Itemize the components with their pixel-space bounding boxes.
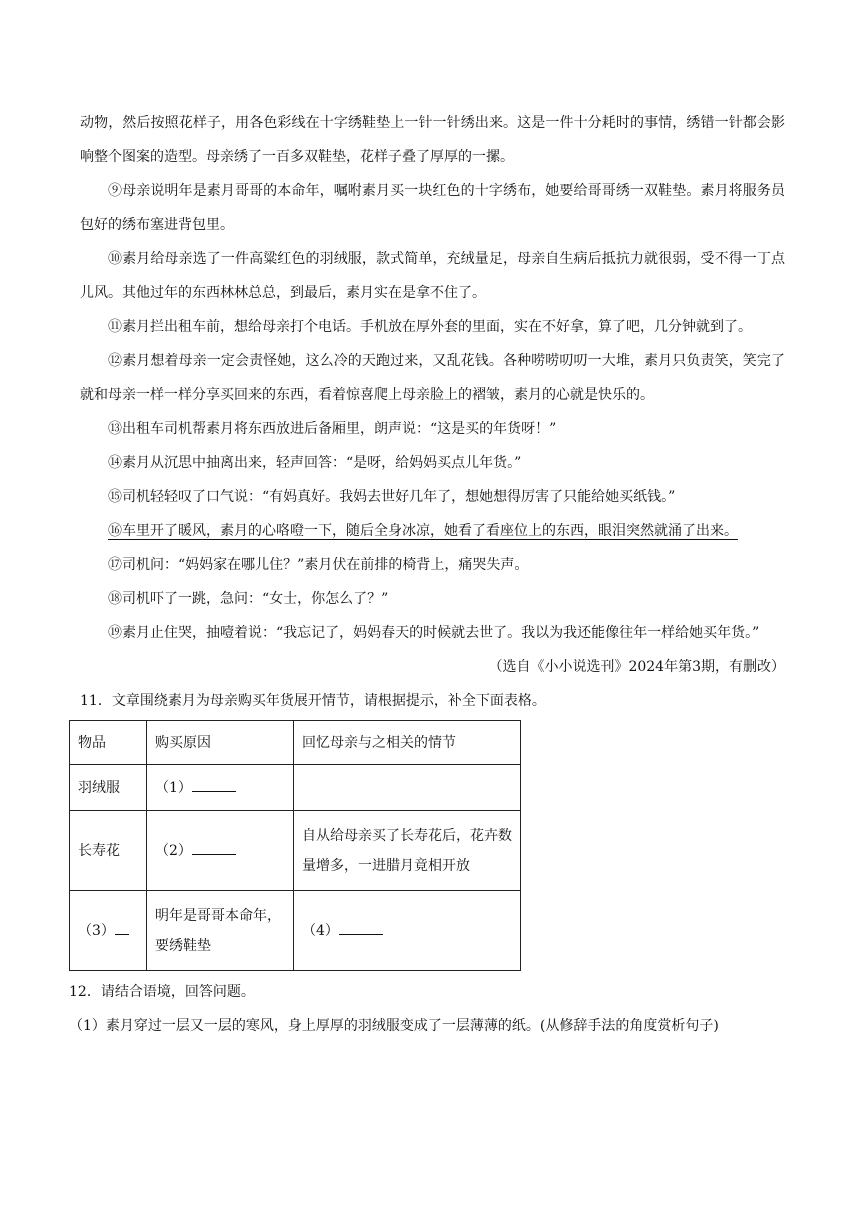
table-header-memory: 回忆母亲与之相关的情节: [294, 721, 521, 765]
table-row: [70, 891, 521, 971]
table-cell-item: [70, 891, 147, 971]
story-paragraph-18: ⑱司机吓了一跳，急问：“女士，你怎么了？”: [108, 591, 389, 607]
story-paragraph-14: ⑭素月从沉思中抽离出来，轻声回答：“是呀，给妈妈买点儿年货。”: [108, 455, 522, 471]
story-paragraph-12: ⑫素月想着母亲一定会责怪她，这么冷的天跑过来，又乱花钱。各种唠唠叨叨一大堆，素月只负责笑，笑完了就和母亲一样一样分享买回来的东西，看着惊喜爬上母亲脸上的褶皱，素月的心就是快乐的。: [80, 353, 785, 403]
table-cell-reason: 明年是哥哥本命年，要绣鞋垫: [147, 891, 294, 971]
answer-blank[interactable]: [192, 777, 236, 792]
table-cell-memory: 自从给母亲买了长寿花后，花卉数量增多，一进腊月竟相开放: [294, 811, 521, 891]
table-cell-reason: [147, 811, 294, 891]
table-row: [70, 811, 521, 891]
table-header-item: 物品: [70, 721, 147, 765]
story-paragraph-10: ⑩素月给母亲选了一件高粱红色的羽绒服，款式简单，充绒量足，母亲自生病后抵抗力就很弱，受不得一丁点儿风。其他过年的东西林林总总，到最后，素月实在是拿不住了。: [80, 251, 785, 301]
story-paragraph-15: ⑮司机轻轻叹了口气说：“有妈真好。我妈去世好几年了，想她想得厉害了只能给她买纸钱。”: [108, 489, 676, 505]
story-paragraph-19: ⑲素月止住哭，抽噎着说：“我忘记了，妈妈春天的时候就去世了。我以为我还能像往年一样给她买年货。”: [108, 625, 760, 641]
source-citation: （选自《小小说选刊》2024年第3期，有删改）: [488, 659, 785, 675]
answer-blank[interactable]: [115, 920, 129, 935]
table-header-reason: 购买原因: [147, 721, 294, 765]
story-paragraph-16: [80, 514, 785, 548]
question-12-prompt: 12．请结合语境，回答问题。: [69, 984, 255, 1000]
story-paragraph-9: ⑨母亲说明年是素月哥哥的本命年，嘱咐素月买一块红色的十字绣布，她要给哥哥绣一双鞋垫。素月将服务员包好的绣布塞进背包里。: [80, 183, 785, 233]
answer-label: （4）: [302, 922, 339, 939]
table-cell-item: 羽绒服: [70, 765, 147, 811]
table-cell-item: 长寿花: [70, 811, 147, 891]
answer-label: （1）: [155, 779, 192, 796]
answer-label: （2）: [155, 842, 192, 859]
table-cell-reason: [147, 765, 294, 811]
table-cell-memory: [294, 891, 521, 971]
story-paragraph-11: ⑪素月拦出租车前，想给母亲打个电话。手机放在厚外套的里面，实在不好拿，算了吧，几分钟就到了。: [108, 319, 752, 335]
table-row: [70, 765, 521, 811]
table-cell-memory: [294, 765, 521, 811]
answer-blank[interactable]: [339, 920, 383, 935]
answer-blank[interactable]: [192, 840, 236, 855]
question-12-sub1: （1）素月穿过一层又一层的寒风，身上厚厚的羽绒服变成了一层薄薄的纸。(从修辞手法的角度赏析句子): [69, 1018, 719, 1034]
story-paragraph-0: 动物，然后按照花样子，用各色彩线在十字绣鞋垫上一针一针绣出来。这是一件十分耗时的事情，绣错一针都会影响整个图案的造型。母亲绣了一百多双鞋垫，花样子叠了厚厚的一摞。: [80, 115, 785, 165]
story-paragraph-17: ⑰司机问：“妈妈家在哪儿住？”素月伏在前排的椅背上，痛哭失声。: [108, 557, 529, 573]
question-11-prompt: 11．文章围绕素月为母亲购买年货展开情节，请根据提示，补全下面表格。: [80, 693, 546, 709]
story-paragraph-13: ⑬出租车司机帮素月将东西放进后备厢里，朗声说：“这是买的年货呀！”: [108, 421, 557, 437]
document-page: [69, 106, 785, 1043]
answer-label: （3）: [78, 922, 115, 939]
table-row: [70, 721, 521, 765]
underlined-sentence: ⑯车里开了暖风，素月的心咯噔一下，随后全身冰凉，她看了看座位上的东西，眼泪突然就涌了出来。: [108, 523, 738, 539]
question-11-table: [69, 720, 521, 971]
